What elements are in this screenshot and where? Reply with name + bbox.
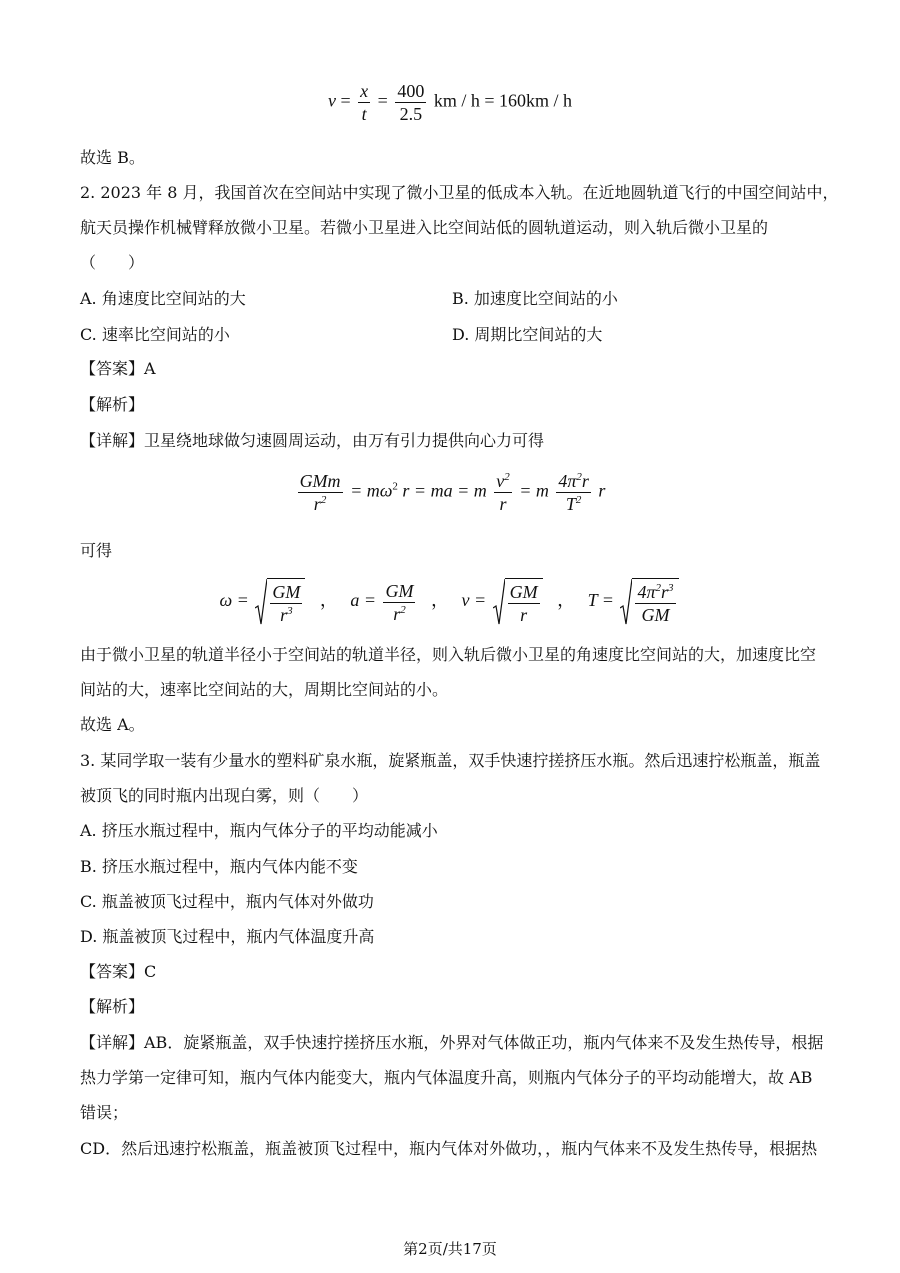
formula-operator: = — [340, 90, 351, 111]
q1-conclusion: 故选 B。 — [80, 148, 145, 167]
gravity-formula — [0, 470, 900, 515]
exponent: 2 — [504, 471, 510, 483]
numerator: GMm — [299, 471, 341, 491]
denominator: T — [565, 494, 576, 514]
fraction-4pi2-over-t2 — [556, 470, 591, 515]
separator: ， — [430, 590, 449, 612]
separator: ， — [557, 590, 576, 612]
denominator: r — [393, 603, 401, 624]
numerator: x — [360, 81, 369, 101]
separator: ， — [319, 590, 338, 612]
exponent: 2 — [655, 582, 661, 594]
exponent: 2 — [392, 480, 398, 493]
t-label: T = — [587, 590, 614, 611]
exponent: 3 — [668, 582, 674, 594]
q2-option-d: D. 周期比空间站的大 — [452, 325, 603, 344]
fraction-x-over-t — [358, 80, 370, 125]
q3-detail-line3: 错误； — [80, 1103, 129, 1122]
v-label: v = — [461, 590, 487, 611]
q2-kede: 可得 — [80, 541, 113, 560]
numerator: GM — [272, 582, 301, 602]
q2-answer: 【答案】A — [80, 359, 156, 378]
q2-stem-line1: 2. 2023 年 8 月，我国首次在空间站中实现了微小卫星的低成本入轨。在近地圆轨道飞行的中国空间站中， — [80, 183, 839, 202]
q3-detail-line1: 【详解】AB．旋紧瓶盖，双手快速拧搓挤压水瓶，外界对气体做正功，瓶内气体来不及发生热传导，根据 — [80, 1033, 824, 1052]
numerator: GM — [509, 582, 538, 602]
q3-option-c: C. 瓶盖被顶飞过程中，瓶内气体对外做功 — [80, 892, 374, 911]
formula-term: r = ma = m — [402, 480, 487, 501]
q2-explain-line2: 间站的大，速率比空间站的大，周期比空间站的小。 — [80, 680, 449, 699]
numerator: 4π — [637, 582, 656, 602]
exponent: 3 — [287, 605, 293, 617]
numerator: v — [496, 471, 505, 491]
page-footer: 第2页/共17页 — [403, 1240, 497, 1258]
q2-explain-line1: 由于微小卫星的轨道半径小于空间站的轨道半径，则入轨后微小卫星的角速度比空间站的大，加速度比空 — [80, 645, 817, 664]
fraction-400-over-2-5 — [395, 80, 426, 125]
denominator: r — [313, 494, 321, 514]
formula-term: = mω — [350, 480, 393, 501]
numerator: GM — [385, 580, 414, 601]
formula-symbol: v — [328, 90, 337, 111]
sqrt-t — [620, 578, 678, 626]
q3-detail-line2: 热力学第一定律可知，瓶内气体内能变大，瓶内气体温度升高，则瓶内气体分子的平均动能增大，故 AB — [80, 1068, 813, 1087]
denominator: r — [280, 605, 288, 625]
exponent: 2 — [575, 494, 582, 506]
fraction-a — [383, 580, 415, 625]
formula-term: r — [598, 480, 606, 501]
fraction-gmm-over-r2 — [298, 470, 343, 515]
denominator: r — [508, 603, 540, 626]
q3-option-d: D. 瓶盖被顶飞过程中，瓶内气体温度升高 — [80, 927, 375, 946]
q2-option-c: C. 速率比空间站的小 — [80, 325, 230, 344]
q2-stem-line2: 航天员操作机械臂释放微小卫星。若微小卫星进入比空间站低的圆轨道运动，则入轨后微小卫星的 — [80, 218, 769, 237]
numerator-tail: r — [581, 471, 589, 491]
formula-operator: = — [377, 90, 388, 111]
q2-analysis-heading: 【解析】 — [80, 395, 145, 414]
q3-option-b: B. 挤压水瓶过程中，瓶内气体内能不变 — [80, 857, 358, 876]
q2-option-b: B. 加速度比空间站的小 — [452, 289, 618, 308]
q3-answer: 【答案】C — [80, 962, 157, 981]
q3-stem-line2: 被顶飞的同时瓶内出现白雾，则（ ） — [80, 786, 369, 805]
formula-result: km / h = 160km / h — [433, 90, 572, 111]
sqrt-v — [493, 578, 543, 626]
fraction-v2-over-r — [494, 470, 512, 515]
exponent: 2 — [576, 471, 582, 483]
denominator: 2.5 — [395, 102, 426, 125]
q2-detail: 【详解】卫星绕地球做匀速圆周运动，由万有引力提供向心力可得 — [80, 431, 545, 450]
exponent: 2 — [400, 603, 406, 616]
sqrt-omega — [255, 578, 305, 626]
omega-label: ω = — [219, 590, 249, 611]
q2-option-a: A. 角速度比空间站的大 — [80, 289, 246, 308]
numerator: 400 — [397, 81, 425, 101]
numerator: 4π — [558, 471, 577, 491]
formula-term: = m — [519, 480, 549, 501]
q3-option-a: A. 挤压水瓶过程中，瓶内气体分子的平均动能减小 — [80, 821, 438, 840]
denominator: r — [494, 492, 512, 515]
a-label: a = — [350, 590, 376, 611]
orbital-quantities-formula — [0, 578, 900, 626]
exponent: 2 — [320, 494, 327, 506]
denominator: t — [358, 102, 370, 125]
q3-analysis-heading: 【解析】 — [80, 997, 145, 1016]
q3-detail-line4: CD．然后迅速拧松瓶盖，瓶盖被顶飞过程中，瓶内气体对外做功，，瓶内气体来不及发生热传导，根据热 — [80, 1139, 818, 1158]
q3-stem-line1: 3. 某同学取一装有少量水的塑料矿泉水瓶，旋紧瓶盖，双手快速拧搓挤压水瓶。然后迅速拧松瓶盖，瓶盖 — [80, 751, 821, 770]
numerator-mid: r — [661, 582, 669, 602]
denominator: GM — [635, 603, 675, 626]
q2-conclusion: 故选 A。 — [80, 715, 145, 734]
q2-blank: （ ） — [80, 253, 145, 272]
velocity-formula — [0, 80, 900, 125]
